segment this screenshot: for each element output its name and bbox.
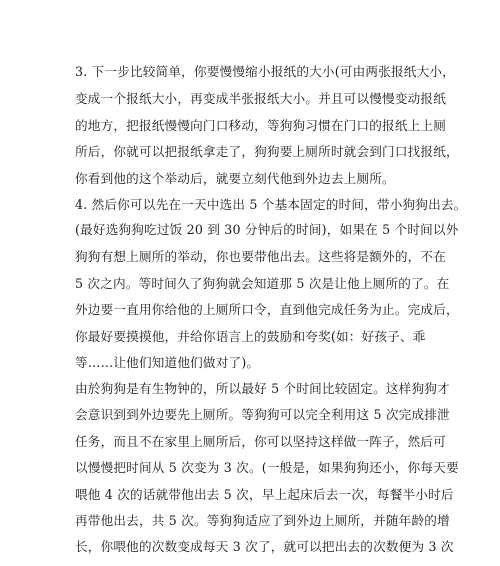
text-line: 变成一个报纸大小，再变成半张报纸大小。并且可以慢慢变动报纸 <box>75 91 447 106</box>
text-line: 会意识到到外边要先上厕所。等狗狗可以完全利用这 5 次完成排泄 <box>75 407 450 422</box>
text-line: 再带他出去，共 5 次。等狗狗适应了到外边上厕所，并随年龄的增 <box>75 513 450 528</box>
text-line: 等……让他们知道他们做对了)。 <box>75 355 260 370</box>
text-line: 你看到他的这个举动后，就要立刻代他到外边去上厕所。 <box>75 171 395 186</box>
text-line: 所后，你就可以把报纸拿走了，狗狗要上厕所时就会到门口找报纸， <box>75 144 459 159</box>
text-line: (最好选狗狗吃过饭 20 到 30 分钟后的时间)，如果在 5 个时间以外 <box>75 222 459 237</box>
text-line: 喂他 4 次的话就带他出去 5 次，早上起床后去一次，每餐半小时后 <box>75 487 454 502</box>
text-line: 的地方，把报纸慢慢向门口移动，等狗狗习惯在门口的报纸上上厕 <box>75 118 447 133</box>
text-line: 长，你喂他的次数变成每天 3 次了，就可以把出去的次数便为 3 次 <box>75 539 454 554</box>
text-line: 你最好要摸摸他，并给你语言上的鼓励和夸奖(如：好孩子、乖 <box>75 329 426 344</box>
text-line: 以慢慢把时间从 5 次变为 3 次。(一般是，如果狗狗还小，你每天要 <box>75 460 459 475</box>
text-line: 5 次之内。等时间久了狗狗就会知道那 5 次是让他上厕所的了。在 <box>75 276 450 291</box>
text-line: 由於狗狗是有生物钟的，所以最好 5 个时间比较固定。这样狗狗才 <box>75 381 450 396</box>
text-line: 4. 然后你可以先在一天中选出 5 个基本固定的时间，带小狗狗出去。 <box>75 197 467 212</box>
text-line: 狗狗有想上厕所的举动，你也要带他出去。这些将是额外的，不在 <box>75 249 447 264</box>
text-line: 3. 下一步比较简单，你要慢慢缩小报纸的大小(可由两张报纸大小， <box>75 64 455 79</box>
text-line: 任务，而且不在家里上厕所后，你可以坚持这样做一阵子，然后可 <box>75 434 447 449</box>
text-line: 外边要一直用你给他的上厕所口令，直到他完成任务为止。完成后， <box>75 302 459 317</box>
